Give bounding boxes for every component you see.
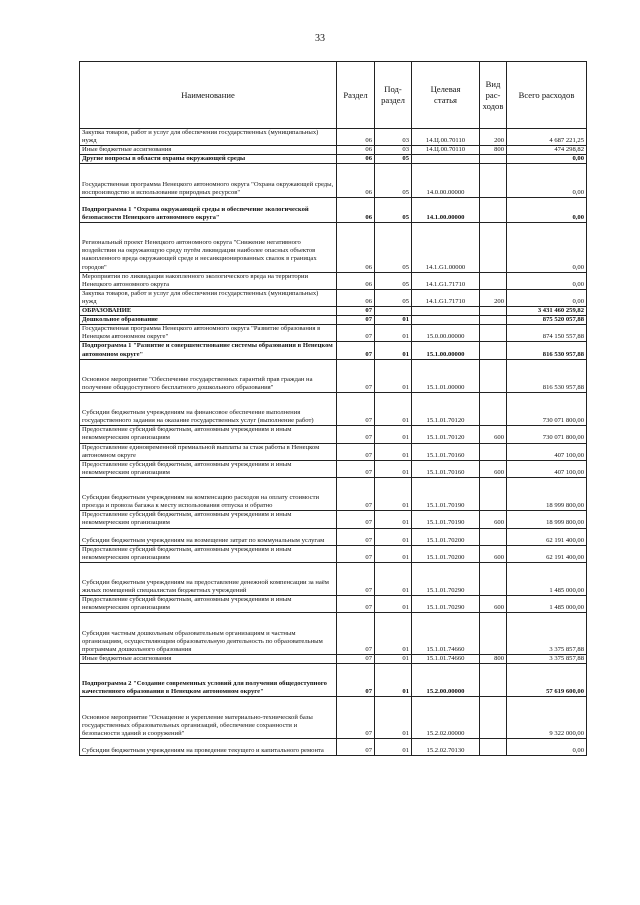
table-row: [80, 697, 587, 739]
table-body: [80, 129, 587, 756]
row-name-cell: Иные бюджетные ассигнования: [80, 654, 337, 663]
table-row: [80, 392, 587, 425]
row-subsection-cell: 01: [375, 654, 412, 663]
row-target-cell: 15.1.00.00000: [412, 342, 480, 359]
row-section-cell: 07: [337, 528, 375, 545]
row-kind-cell: [480, 562, 507, 595]
row-kind-cell: 200: [480, 289, 507, 306]
row-subsection-cell: 01: [375, 392, 412, 425]
row-total-cell: 816 530 957,88: [507, 342, 587, 359]
table-row: [80, 443, 587, 460]
row-kind-cell: 600: [480, 545, 507, 562]
row-subsection-cell: 01: [375, 359, 412, 392]
table-row: [80, 528, 587, 545]
row-target-cell: 15.1.01.70290: [412, 596, 480, 613]
row-subsection-cell: 01: [375, 738, 412, 755]
row-name-cell: Предоставление субсидий бюджетным, автономным учреждениям и иным некоммерческим организациям: [80, 460, 337, 477]
table-header-row: [80, 62, 587, 129]
row-section-cell: 07: [337, 596, 375, 613]
row-subsection-cell: 05: [375, 223, 412, 273]
row-kind-cell: [480, 155, 507, 164]
row-total-cell: 874 150 557,88: [507, 325, 587, 342]
table-row: [80, 342, 587, 359]
row-section-cell: 07: [337, 359, 375, 392]
row-name-cell: Предоставление субсидий бюджетным, автономным учреждениям и иным некоммерческим организациям: [80, 511, 337, 528]
row-target-cell: 15.1.01.70290: [412, 562, 480, 595]
row-total-cell: 18 999 800,00: [507, 511, 587, 528]
row-name-cell: Закупка товаров, работ и услуг для обеспечения государственных (муниципальных) нужд: [80, 289, 337, 306]
row-kind-cell: [480, 443, 507, 460]
table-row: [80, 545, 587, 562]
row-section-cell: 07: [337, 342, 375, 359]
row-total-cell: 730 071 800,00: [507, 392, 587, 425]
row-kind-cell: 600: [480, 596, 507, 613]
column-header-section: Раздел: [337, 62, 375, 129]
row-target-cell: [412, 307, 480, 316]
row-total-cell: 0,00: [507, 155, 587, 164]
table-row: [80, 596, 587, 613]
row-kind-cell: 800: [480, 146, 507, 155]
row-kind-cell: [480, 392, 507, 425]
row-target-cell: 14.1.G1.71710: [412, 272, 480, 289]
row-kind-cell: [480, 664, 507, 697]
row-kind-cell: 800: [480, 654, 507, 663]
row-target-cell: 15.1.01.70160: [412, 460, 480, 477]
row-kind-cell: 600: [480, 426, 507, 443]
row-subsection-cell: 01: [375, 562, 412, 595]
row-kind-cell: [480, 697, 507, 739]
row-total-cell: 730 071 800,00: [507, 426, 587, 443]
row-section-cell: 07: [337, 511, 375, 528]
row-target-cell: 15.1.01.70120: [412, 426, 480, 443]
row-name-cell: Предоставление субсидий бюджетным, автономным учреждениям и иным некоммерческим организациям: [80, 545, 337, 562]
table-row: [80, 511, 587, 528]
row-name-cell: Субсидии бюджетным учреждениям на финансовое обеспечение выполнения государственного задания на оказание государственных услуг (выполнение работ): [80, 392, 337, 425]
table-row: [80, 155, 587, 164]
row-kind-cell: [480, 307, 507, 316]
row-section-cell: 06: [337, 272, 375, 289]
table-row: [80, 307, 587, 316]
row-total-cell: 875 520 057,88: [507, 316, 587, 325]
row-name-cell: Закупка товаров, работ и услуг для обеспечения государственных (муниципальных) нужд: [80, 129, 337, 146]
row-subsection-cell: 01: [375, 316, 412, 325]
row-kind-cell: [480, 325, 507, 342]
row-subsection-cell: 01: [375, 342, 412, 359]
row-section-cell: 06: [337, 289, 375, 306]
row-kind-cell: [480, 342, 507, 359]
row-target-cell: 14.1.G1.71710: [412, 289, 480, 306]
row-kind-cell: 200: [480, 129, 507, 146]
row-section-cell: 06: [337, 155, 375, 164]
row-target-cell: 14.Ц.00.70110: [412, 129, 480, 146]
row-subsection-cell: 01: [375, 511, 412, 528]
row-section-cell: 07: [337, 325, 375, 342]
row-kind-cell: 600: [480, 460, 507, 477]
table-row: [80, 664, 587, 697]
table-row: [80, 613, 587, 655]
row-section-cell: 07: [337, 613, 375, 655]
row-section-cell: 07: [337, 443, 375, 460]
row-name-cell: Предоставление субсидий бюджетным, автономным учреждениям и иным некоммерческим организациям: [80, 426, 337, 443]
row-subsection-cell: 01: [375, 477, 412, 510]
budget-table: [79, 61, 587, 756]
row-total-cell: 3 375 857,88: [507, 613, 587, 655]
table-row: [80, 426, 587, 443]
row-name-cell: Иные бюджетные ассигнования: [80, 146, 337, 155]
row-name-cell: Мероприятия по ликвидации накопленного экологического вреда на территории Ненецкого автономного округа: [80, 272, 337, 289]
row-name-cell: Субсидии частным дошкольным образовательным организациям и частным организациям, осуществляющим образовательную деятельность по образовательным программам дошкольного образования: [80, 613, 337, 655]
row-total-cell: 62 191 400,00: [507, 545, 587, 562]
row-kind-cell: [480, 738, 507, 755]
row-subsection-cell: 01: [375, 697, 412, 739]
row-name-cell: Региональный проект Ненецкого автономного округа "Снижение негативного воздействия на окружающую среду путём ликвидации наиболее опасных объектов накопленного вреда окружающей среде и несанкционированных свалок в границах городов": [80, 223, 337, 273]
row-section-cell: 07: [337, 460, 375, 477]
column-header-name: Наименование: [80, 62, 337, 129]
row-target-cell: [412, 155, 480, 164]
row-target-cell: 15.2.02.70130: [412, 738, 480, 755]
table-row: [80, 129, 587, 146]
column-header-total: Всего расходов: [507, 62, 587, 129]
table-row: [80, 146, 587, 155]
row-subsection-cell: 01: [375, 325, 412, 342]
row-total-cell: 0,00: [507, 272, 587, 289]
row-name-cell: Другие вопросы в области охраны окружающей среды: [80, 155, 337, 164]
row-section-cell: 06: [337, 164, 375, 197]
row-section-cell: 07: [337, 697, 375, 739]
row-section-cell: 07: [337, 664, 375, 697]
row-kind-cell: [480, 272, 507, 289]
row-section-cell: 07: [337, 316, 375, 325]
row-total-cell: 57 619 600,00: [507, 664, 587, 697]
row-subsection-cell: 03: [375, 146, 412, 155]
row-total-cell: 0,00: [507, 738, 587, 755]
row-target-cell: 15.2.02.00000: [412, 697, 480, 739]
row-section-cell: 07: [337, 307, 375, 316]
row-section-cell: 06: [337, 223, 375, 273]
row-subsection-cell: 01: [375, 460, 412, 477]
row-name-cell: Субсидии бюджетным учреждениям на возмещение затрат по коммунальным услугам: [80, 528, 337, 545]
row-total-cell: 816 530 957,88: [507, 359, 587, 392]
row-total-cell: 1 485 000,00: [507, 596, 587, 613]
row-total-cell: 474 298,82: [507, 146, 587, 155]
row-total-cell: 1 485 000,00: [507, 562, 587, 595]
row-total-cell: 407 100,00: [507, 460, 587, 477]
column-header-subsection: Под- раздел: [375, 62, 412, 129]
row-target-cell: 15.1.01.70190: [412, 477, 480, 510]
row-total-cell: 3 431 460 259,82: [507, 307, 587, 316]
row-target-cell: 15.1.01.70200: [412, 528, 480, 545]
row-subsection-cell: 05: [375, 155, 412, 164]
row-target-cell: 15.1.01.74660: [412, 613, 480, 655]
row-name-cell: Субсидии бюджетным учреждениям на проведение текущего и капитального ремонта: [80, 738, 337, 755]
row-kind-cell: [480, 477, 507, 510]
table-row: [80, 562, 587, 595]
row-name-cell: Субсидии бюджетным учреждениям на компенсацию расходов на оплату стоимости проезда и провоза багажа к месту использования отпуска и обратно: [80, 477, 337, 510]
row-section-cell: 06: [337, 129, 375, 146]
row-subsection-cell: 01: [375, 613, 412, 655]
row-total-cell: 4 687 221,25: [507, 129, 587, 146]
row-name-cell: Субсидии бюджетным учреждениям на предоставление денежной компенсации за наём жилых помещений специалистам бюджетных учреждений: [80, 562, 337, 595]
row-subsection-cell: 01: [375, 443, 412, 460]
row-section-cell: 07: [337, 426, 375, 443]
row-target-cell: 15.1.01.00000: [412, 359, 480, 392]
row-target-cell: 14.0.00.00000: [412, 164, 480, 197]
row-kind-cell: 600: [480, 511, 507, 528]
row-target-cell: 15.2.00.00000: [412, 664, 480, 697]
row-target-cell: [412, 316, 480, 325]
row-name-cell: Дошкольное образование: [80, 316, 337, 325]
row-subsection-cell: 01: [375, 528, 412, 545]
row-name-cell: Основное мероприятие "Обеспечение государственных гарантий прав граждан на получение общедоступного бесплатного дошкольного образования": [80, 359, 337, 392]
page-number: 33: [315, 33, 325, 44]
row-name-cell: Предоставление субсидий бюджетным, автономным учреждениям и иным некоммерческим организациям: [80, 596, 337, 613]
table-row: [80, 325, 587, 342]
row-name-cell: ОБРАЗОВАНИЕ: [80, 307, 337, 316]
table-row: [80, 164, 587, 197]
row-subsection-cell: 01: [375, 596, 412, 613]
row-section-cell: 07: [337, 477, 375, 510]
row-subsection-cell: 01: [375, 426, 412, 443]
row-section-cell: 06: [337, 197, 375, 222]
row-subsection-cell: 05: [375, 272, 412, 289]
column-header-target: Целевая статья: [412, 62, 480, 129]
table-row: [80, 289, 587, 306]
row-name-cell: Предоставление единовременной премиальной выплаты за стаж работы в Ненецком автономном округе: [80, 443, 337, 460]
row-total-cell: 0,00: [507, 164, 587, 197]
table-row: [80, 272, 587, 289]
row-section-cell: 07: [337, 562, 375, 595]
table-row: [80, 738, 587, 755]
row-subsection-cell: 03: [375, 129, 412, 146]
row-kind-cell: [480, 197, 507, 222]
row-name-cell: Основное мероприятие "Оснащение и укрепление материально-технической базы государственных образовательных организаций, обеспечение сохранности и безопасности зданий и сооружений": [80, 697, 337, 739]
row-total-cell: 0,00: [507, 197, 587, 222]
row-section-cell: 07: [337, 545, 375, 562]
row-target-cell: 15.0.00.00000: [412, 325, 480, 342]
row-kind-cell: [480, 164, 507, 197]
row-kind-cell: [480, 223, 507, 273]
row-target-cell: 14.1.G1.00000: [412, 223, 480, 273]
table-row: [80, 477, 587, 510]
row-kind-cell: [480, 316, 507, 325]
row-subsection-cell: 01: [375, 545, 412, 562]
row-total-cell: 9 322 000,00: [507, 697, 587, 739]
row-total-cell: 407 100,00: [507, 443, 587, 460]
table-row: [80, 316, 587, 325]
row-target-cell: 14.1.00.00000: [412, 197, 480, 222]
row-target-cell: 15.1.01.70200: [412, 545, 480, 562]
row-name-cell: Подпрограмма 2 "Создание современных условий для получения общедоступного качественного образования в Ненецком автономном округе": [80, 664, 337, 697]
row-total-cell: 0,00: [507, 289, 587, 306]
row-section-cell: 07: [337, 654, 375, 663]
row-subsection-cell: 01: [375, 664, 412, 697]
column-header-kind: Вид рас- ходов: [480, 62, 507, 129]
row-kind-cell: [480, 528, 507, 545]
table-row: [80, 460, 587, 477]
row-total-cell: 0,00: [507, 223, 587, 273]
row-total-cell: 18 999 800,00: [507, 477, 587, 510]
row-target-cell: 14.Ц.00.70110: [412, 146, 480, 155]
row-target-cell: 15.1.01.70120: [412, 392, 480, 425]
row-name-cell: Государственная программа Ненецкого автономного округа "Развитие образования в Ненецком автономном округе": [80, 325, 337, 342]
row-section-cell: 06: [337, 146, 375, 155]
row-kind-cell: [480, 613, 507, 655]
row-subsection-cell: [375, 307, 412, 316]
row-subsection-cell: 05: [375, 289, 412, 306]
row-section-cell: 07: [337, 392, 375, 425]
row-subsection-cell: 05: [375, 164, 412, 197]
table-row: [80, 197, 587, 222]
row-target-cell: 15.1.01.70160: [412, 443, 480, 460]
table-row: [80, 359, 587, 392]
row-total-cell: 62 191 400,00: [507, 528, 587, 545]
row-target-cell: 15.1.01.74660: [412, 654, 480, 663]
row-target-cell: 15.1.01.70190: [412, 511, 480, 528]
row-subsection-cell: 05: [375, 197, 412, 222]
row-kind-cell: [480, 359, 507, 392]
table-row: [80, 223, 587, 273]
row-name-cell: Государственная программа Ненецкого автономного округа "Охрана окружающей среды, воспроизводство и использование природных ресурсов": [80, 164, 337, 197]
row-name-cell: Подпрограмма 1 "Развитие и совершенствование системы образования в Ненецком автономном округе": [80, 342, 337, 359]
row-total-cell: 3 375 857,88: [507, 654, 587, 663]
row-name-cell: Подпрограмма 1 "Охрана окружающей среды и обеспечение экологической безопасности Ненецкого автономного округа": [80, 197, 337, 222]
table-row: [80, 654, 587, 663]
row-section-cell: 07: [337, 738, 375, 755]
